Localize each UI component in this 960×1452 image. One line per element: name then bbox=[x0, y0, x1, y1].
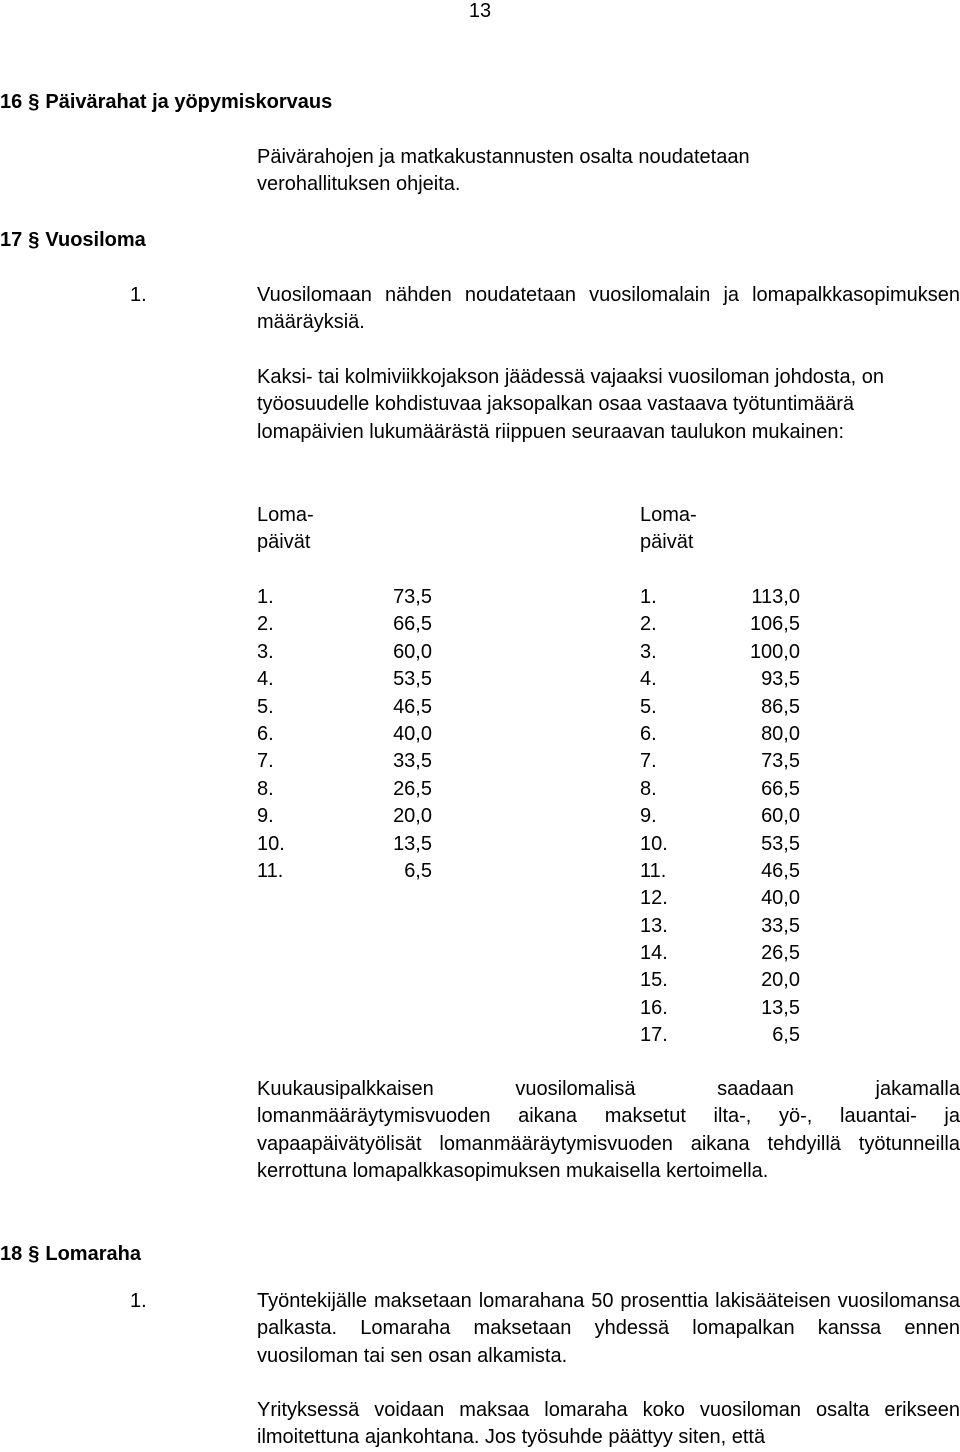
table-left-header-line2: päivät bbox=[257, 531, 311, 554]
lomapaivat-number: 6. bbox=[640, 722, 657, 745]
table-row bbox=[257, 803, 457, 830]
section-17-item-1-number: 1. bbox=[130, 284, 147, 306]
table-row bbox=[257, 639, 457, 666]
work-hours-value: 53,5 bbox=[761, 832, 800, 855]
table-row bbox=[640, 748, 860, 775]
lomapaivat-number: 14. bbox=[640, 942, 668, 965]
section-symbol: § bbox=[28, 91, 40, 113]
work-hours-value: 6,5 bbox=[772, 1024, 800, 1047]
section-16-heading bbox=[0, 89, 332, 116]
lomapaivat-number: 1. bbox=[640, 586, 657, 608]
table-row bbox=[640, 885, 860, 912]
lomapaivat-number: 7. bbox=[640, 750, 657, 773]
lomapaivat-number: 10. bbox=[640, 832, 668, 855]
table-row bbox=[640, 831, 860, 858]
work-hours-value: 73,5 bbox=[393, 586, 432, 608]
lomapaivat-number: 3. bbox=[257, 640, 274, 663]
lomapaivat-number: 16. bbox=[640, 996, 668, 1019]
section-symbol: § bbox=[28, 1243, 40, 1265]
table-row bbox=[257, 666, 457, 693]
lomapaivat-number: 11. bbox=[640, 859, 667, 882]
table-row bbox=[640, 639, 860, 666]
table-row bbox=[257, 694, 457, 721]
work-hours-value: 13,5 bbox=[761, 996, 800, 1019]
lomapaivat-number: 8. bbox=[640, 777, 657, 800]
work-hours-value: 40,0 bbox=[393, 722, 432, 745]
work-hours-value: 93,5 bbox=[761, 668, 800, 691]
table-row bbox=[640, 803, 860, 830]
lomapaivat-number: 9. bbox=[640, 805, 657, 828]
work-hours-value: 80,0 bbox=[761, 722, 800, 745]
work-hours-value: 6,5 bbox=[404, 859, 432, 882]
lomapaivat-number: 5. bbox=[257, 695, 274, 718]
work-hours-value: 53,5 bbox=[393, 668, 432, 691]
table-right-header-line1: Loma- bbox=[640, 504, 697, 526]
lomapaivat-number: 6. bbox=[257, 722, 274, 745]
work-hours-value: 73,5 bbox=[761, 750, 800, 773]
work-hours-value: 60,0 bbox=[761, 805, 800, 828]
page-number: 13 bbox=[468, 0, 492, 22]
table-row bbox=[640, 721, 860, 748]
table-right-column bbox=[640, 584, 860, 1050]
table-row bbox=[257, 721, 457, 748]
table-row bbox=[640, 666, 860, 693]
section-16-number: 16 bbox=[0, 91, 23, 113]
work-hours-value: 66,5 bbox=[761, 777, 800, 800]
table-row bbox=[640, 913, 860, 940]
section-18-item-1-text: Työntekijälle maksetaan lomarahana 50 prosenttia lakisääteisen vuosilomansa palkasta. Lomaraha maksetaan yhdessä lomapalkan kanssa ennen vuosiloman tai sen osan alkamista. bbox=[257, 1290, 960, 1367]
lomapaivat-number: 11. bbox=[257, 859, 284, 882]
table-row bbox=[640, 995, 860, 1022]
section-16-text: Päivärahojen ja matkakustannusten osalta noudatetaan verohallituksen ohjeita. bbox=[257, 146, 750, 196]
lomapaivat-number: 2. bbox=[257, 613, 274, 636]
lomapaivat-number: 8. bbox=[257, 777, 274, 800]
work-hours-value: 100,0 bbox=[749, 640, 800, 663]
table-right-header-line2: päivät bbox=[640, 531, 694, 554]
table-row bbox=[257, 611, 457, 638]
work-hours-value: 46,5 bbox=[761, 859, 800, 882]
table-row bbox=[257, 858, 457, 885]
section-symbol: § bbox=[28, 229, 40, 251]
work-hours-value: 26,5 bbox=[393, 777, 432, 800]
section-16-title: Päivärahat ja yöpymiskorvaus bbox=[45, 91, 333, 113]
work-hours-value: 113,0 bbox=[751, 586, 800, 608]
table-left-column bbox=[257, 584, 457, 885]
table-row bbox=[640, 611, 860, 638]
table-row bbox=[640, 940, 860, 967]
work-hours-value: 106,5 bbox=[749, 613, 800, 636]
work-hours-value: 46,5 bbox=[393, 695, 432, 718]
section-17-paragraph-3: Kuukausipalkkaisen vuosilomalisä saadaan jakamalla lomanmääräytymisvuoden aikana maksetut ilta-, yö-, lauantai- ja vapaapäivätyölisät lomanmääräytymisvuoden aikana tehdyillä työtunneilla kerrottuna lomapalkkasopimuksen mukaisella kertoimella. bbox=[257, 1078, 960, 1183]
section-17-number: 17 bbox=[0, 229, 23, 251]
lomapaivat-number: 13. bbox=[640, 914, 668, 937]
table-row bbox=[257, 831, 457, 858]
section-18-item-1-number: 1. bbox=[130, 1290, 147, 1312]
lomapaivat-number: 2. bbox=[640, 613, 657, 636]
work-hours-value: 60,0 bbox=[393, 640, 432, 663]
lomapaivat-number: 4. bbox=[640, 668, 657, 691]
section-17-heading bbox=[0, 227, 146, 254]
table-row bbox=[257, 584, 457, 611]
work-hours-value: 20,0 bbox=[393, 805, 432, 828]
lomapaivat-number: 17. bbox=[640, 1024, 668, 1047]
lomapaivat-number: 10. bbox=[257, 832, 285, 855]
work-hours-value: 66,5 bbox=[393, 613, 432, 636]
table-row bbox=[257, 776, 457, 803]
table-row bbox=[640, 967, 860, 994]
table-left-header bbox=[257, 502, 314, 557]
work-hours-value: 26,5 bbox=[761, 942, 800, 965]
lomapaivat-number: 12. bbox=[640, 887, 668, 910]
table-left-header-line1: Loma- bbox=[257, 504, 314, 526]
work-hours-value: 40,0 bbox=[761, 887, 800, 910]
lomapaivat-number: 3. bbox=[640, 640, 657, 663]
work-hours-value: 33,5 bbox=[393, 750, 432, 773]
section-18-heading bbox=[0, 1241, 141, 1268]
work-hours-value: 86,5 bbox=[761, 695, 800, 718]
section-17-title: Vuosiloma bbox=[45, 229, 146, 251]
lomapaivat-number: 5. bbox=[640, 695, 657, 718]
table-row bbox=[640, 584, 860, 611]
table-row bbox=[257, 748, 457, 775]
section-18-paragraph-2: Yrityksessä voidaan maksaa lomaraha koko vuosiloman osalta erikseen ilmoitettuna ajankohtana. Jos työsuhde päättyy siten, että bbox=[257, 1399, 960, 1449]
lomapaivat-number: 15. bbox=[640, 969, 668, 992]
work-hours-value: 33,5 bbox=[761, 914, 800, 937]
lomapaivat-number: 9. bbox=[257, 805, 274, 828]
section-18-title: Lomaraha bbox=[45, 1243, 141, 1265]
table-row bbox=[640, 1022, 860, 1049]
section-18-number: 18 bbox=[0, 1243, 23, 1265]
table-right-header bbox=[640, 502, 697, 557]
table-row bbox=[640, 694, 860, 721]
table-row bbox=[640, 776, 860, 803]
lomapaivat-number: 1. bbox=[257, 586, 274, 608]
table-row bbox=[640, 858, 860, 885]
section-17-paragraph-2: Kaksi- tai kolmiviikkojakson jäädessä vajaaksi vuosiloman johdosta, on työosuudelle kohdistuvaa jaksopalkan osaa vastaava työtuntimäärä lomapäivien lukumäärästä riippuen seuraavan taulukon mukainen: bbox=[257, 366, 884, 443]
lomapaivat-number: 7. bbox=[257, 750, 274, 773]
lomapaivat-number: 4. bbox=[257, 668, 274, 691]
work-hours-value: 20,0 bbox=[761, 969, 800, 992]
work-hours-value: 13,5 bbox=[393, 832, 432, 855]
section-17-item-1-text: Vuosilomaan nähden noudatetaan vuosilomalain ja lomapalkkasopimuksen määräyksiä. bbox=[257, 284, 960, 334]
